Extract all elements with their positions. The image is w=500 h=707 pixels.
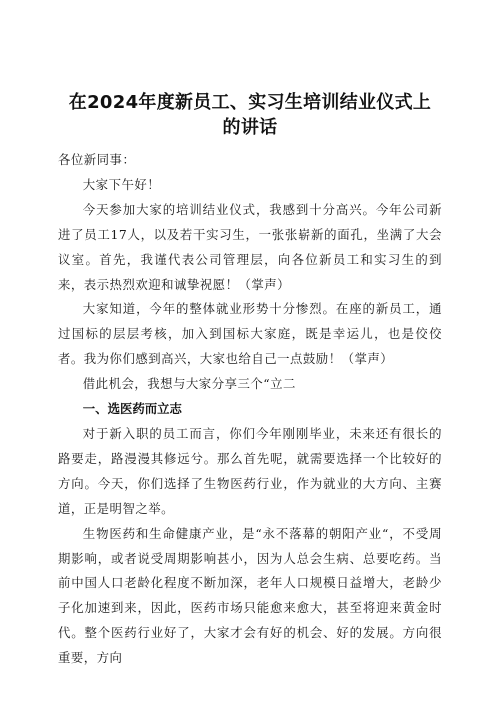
section-heading: 一、选医药而立志: [82, 401, 182, 417]
section-paragraph-2: 生物医药和生命健康产业，是“永不落幕的朝阳产业“，不受周期影响，或者说受周期影响甚小，因为人总会生病、总要吃药。当前中国人口老龄化程度不断加深，老年人口规模日益增大，老龄少子化加速到来，因此，医药市场只能愈来愈大，甚至将迎来黄金时代。整个医药行业好了，大家才会有好的机会、好的发展。方向很重要，方向: [58, 525, 442, 666]
paragraph-1: 今天参加大家的培训结业仪式，我感到十分高兴。今年公司新进了员工17人，以及若干实习生，一张张崭新的面孔，坐满了大会议室。首先，我谨代表公司管理层，向各位新员工和实习生的到来，表示热烈欢迎和诚挚祝愿！（掌声）: [58, 201, 442, 292]
paragraph-3: 借此机会，我想与大家分享三个“立二: [82, 376, 296, 392]
document-title: [58, 90, 442, 140]
title-line-2: 的讲话: [222, 117, 278, 138]
salutation: 各位新同事：: [58, 152, 136, 167]
paragraph-2: 大家知道，今年的整体就业形势十分惨烈。在座的新员工，通过国标的层层考核，加入到国标大家庭，既是幸运儿，也是佼佼者。我为你们感到高兴，大家也给自己一点鼓励！（掌声）: [58, 301, 442, 367]
section-paragraph-1: 对于新入职的员工而言，你们今年刚刚毕业，未来还有很长的路要走，路漫漫其修远兮。那么首先呢，就需要选择一个比较好的方向。今天，你们选择了生物医药行业，作为就业的大方向、主赛道，正是明智之举。: [58, 425, 442, 516]
greeting: 大家下午好！: [82, 176, 161, 192]
title-line-1: 在2024年度新员工、实习生培训结业仪式上: [68, 92, 432, 113]
